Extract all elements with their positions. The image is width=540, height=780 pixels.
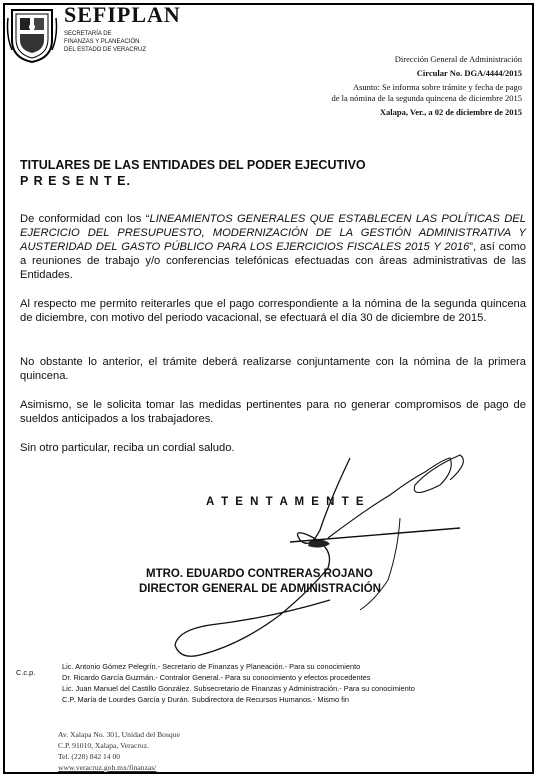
paragraph-3: No obstante lo anterior, el trámite deberá realizarse conjuntamente con la nómina de la primera quincena. bbox=[20, 356, 526, 382]
subject-line-2: de la nómina de la segunda quincena de diciembre 2015 bbox=[331, 93, 522, 103]
cc-line-4: C.P. María de Lourdes García y Durán. Subdirectora de Recursos Humanos.- Mismo fin bbox=[62, 695, 349, 704]
address-line-2: C.P. 91010, Xalapa, Veracruz. bbox=[58, 741, 149, 750]
paragraph-5: Sin otro particular, reciba un cordial saludo. bbox=[20, 442, 235, 454]
cc-label: C.c.p. bbox=[16, 668, 36, 677]
cc-line-3: Lic. Juan Manuel del Castillo González. Subsecretario de Finanzas y Administración.- Para su conocimiento bbox=[62, 684, 415, 693]
logo-subtitle-1: SECRETARÍA DE bbox=[64, 31, 112, 37]
cc-line-1: Lic. Antonio Gómez Pelegrín.- Secretario de Finanzas y Planeación.- Para su conocimiento bbox=[62, 662, 361, 671]
department: Dirección General de Administración bbox=[394, 54, 522, 64]
logo-subtitle-2: FINANZAS Y PLANEACIÓN bbox=[64, 39, 140, 45]
logo-title: SEFIPLAN bbox=[64, 2, 181, 27]
coat-of-arms-icon bbox=[6, 6, 58, 64]
website-link[interactable]: www.veracruz.gob.mx/finanzas/ bbox=[58, 763, 157, 772]
paragraph-1-intro: De conformidad con los “ bbox=[20, 213, 150, 225]
paragraph-1 bbox=[20, 212, 526, 282]
paragraph-4: Asimismo, se le solicita tomar las medidas pertinentes para no generar compromisos de pago de sueldos anticipados a los trabajadores. bbox=[20, 399, 526, 425]
present-line: P R E S E N T E. bbox=[20, 174, 131, 188]
address-line-1: Av. Xalapa No. 301, Unidad del Bosque bbox=[58, 730, 180, 739]
signer-name: MTRO. EDUARDO CONTRERAS ROJANO bbox=[146, 568, 373, 580]
recipient-line: TITULARES DE LAS ENTIDADES DEL PODER EJECUTIVO bbox=[20, 158, 366, 172]
paragraph-1-rest: ”, así como a reuniones de trabajo y/o conferencias telefónicas efectuadas con áreas administrativas de las Entidades. bbox=[20, 241, 526, 281]
logo-subtitle-3: DEL ESTADO DE VERACRUZ bbox=[64, 47, 147, 53]
guidelines-title: LINEAMIENTOS GENERALES QUE ESTABLECEN LAS POLÍTICAS DEL EJERCICIO DEL PRESUPUESTO, MODERNIZACIÓN DE LA GESTIÓN ADMINISTRATIVA Y AUSTERIDAD DEL GASTO PÚBLICO PARA LOS EJERCICIOS FISCALES 2015 Y 2016 bbox=[20, 213, 526, 253]
subject-line-1: Asunto: Se informa sobre trámite y fecha de pago bbox=[352, 82, 522, 92]
signer-title: DIRECTOR GENERAL DE ADMINISTRACIÓN bbox=[139, 583, 381, 595]
circular-number: Circular No. DGA/4444/2015 bbox=[416, 68, 522, 78]
closing-salutation: A T E N T A M E N T E bbox=[206, 496, 366, 508]
address-line-3: Tel. (228) 842 14 00 bbox=[58, 752, 121, 761]
handwritten-signature bbox=[160, 440, 490, 670]
cc-line-2: Dr. Ricardo García Guzmán.- Contralor General.- Para su conocimiento y efectos procedentes bbox=[62, 673, 371, 682]
paragraph-2: Al respecto me permito reiterarles que el pago correspondiente a la nómina de la segunda quincena de diciembre, con motivo del periodo vacacional, se efectuará el día 30 de diciembre de 2015. bbox=[20, 298, 526, 324]
place-date: Xalapa, Ver., a 02 de diciembre de 2015 bbox=[379, 107, 522, 117]
